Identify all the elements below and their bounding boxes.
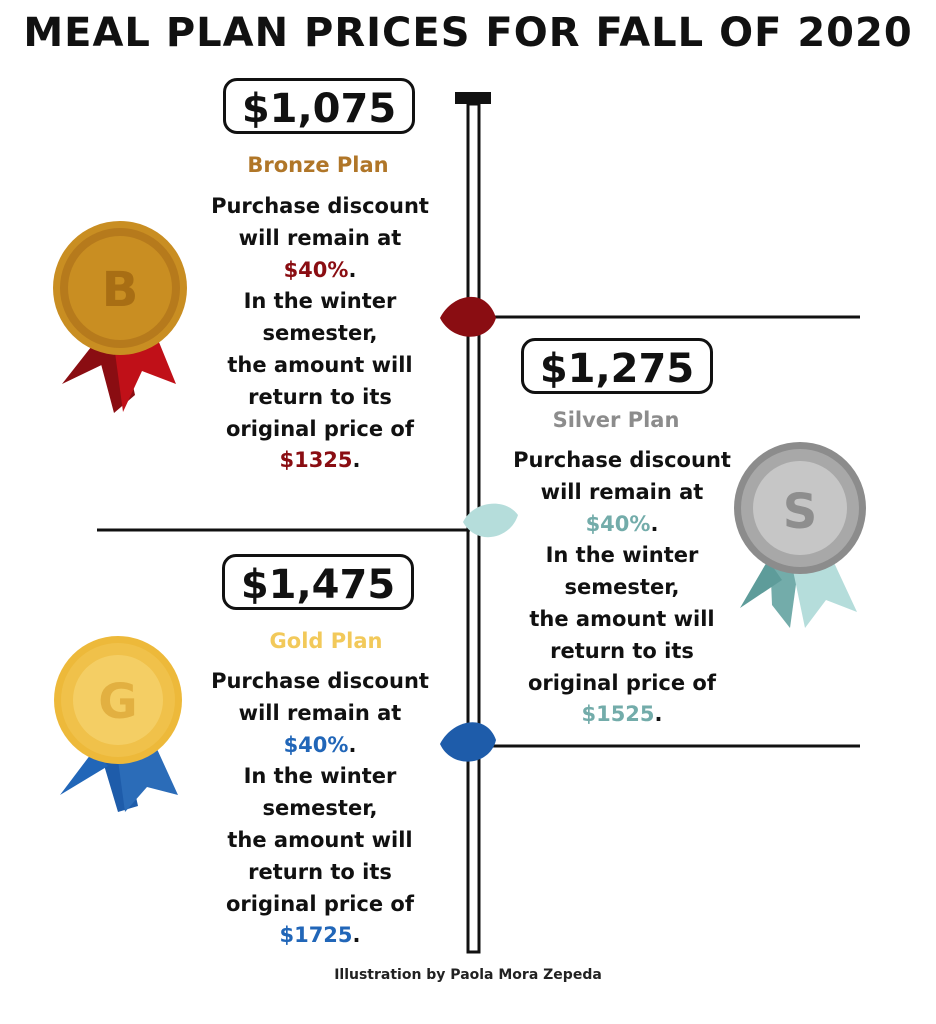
bronze-plan-name: Bronze Plan bbox=[247, 153, 389, 177]
bronze-medal-letter: B bbox=[101, 262, 139, 318]
gold-medal-letter: G bbox=[98, 674, 138, 730]
silver-plan-name: Silver Plan bbox=[552, 408, 680, 432]
desc-line: return to its bbox=[248, 384, 392, 409]
page-title: MEAL PLAN PRICES FOR FALL OF 2020 bbox=[23, 10, 913, 56]
silver-description bbox=[492, 445, 752, 731]
desc-line: original price of bbox=[226, 891, 414, 916]
illustration-credit: Illustration by Paola Mora Zepeda bbox=[334, 967, 602, 983]
silver-medal-letter: S bbox=[782, 484, 818, 540]
silver-original-price: $1525 bbox=[581, 702, 655, 727]
desc-line: the amount will bbox=[529, 606, 715, 631]
desc-line: Purchase discount bbox=[513, 448, 731, 472]
desc-line: semester, bbox=[564, 575, 680, 600]
desc-line: the amount will bbox=[227, 827, 413, 852]
desc-line: Purchase discount bbox=[211, 194, 429, 218]
desc-dot: . bbox=[348, 732, 357, 757]
desc-line: return to its bbox=[550, 638, 694, 663]
desc-line: return to its bbox=[248, 859, 392, 884]
desc-dot: . bbox=[348, 257, 357, 282]
bronze-price-box: $1,075 bbox=[223, 78, 415, 134]
desc-line: In the winter bbox=[545, 543, 699, 568]
gold-original-price: $1725 bbox=[279, 923, 353, 948]
desc-line: the amount will bbox=[227, 352, 413, 377]
bronze-description bbox=[190, 191, 450, 477]
bronze-discount: $40% bbox=[283, 257, 349, 282]
desc-line: original price of bbox=[226, 416, 414, 441]
desc-line: original price of bbox=[528, 670, 716, 695]
gold-description bbox=[190, 666, 450, 952]
timeline-cap bbox=[455, 92, 491, 104]
desc-line: will remain at bbox=[540, 479, 704, 504]
gold-medal-icon bbox=[54, 636, 182, 812]
desc-line: semester, bbox=[262, 321, 378, 346]
bronze-original-price: $1325 bbox=[279, 448, 353, 473]
desc-line: In the winter bbox=[243, 764, 397, 789]
desc-line: Purchase discount bbox=[211, 669, 429, 693]
silver-medal-icon bbox=[734, 442, 866, 628]
bronze-medal-icon bbox=[53, 221, 187, 413]
gold-plan-name: Gold Plan bbox=[269, 629, 383, 653]
gold-discount: $40% bbox=[283, 732, 349, 757]
desc-line: In the winter bbox=[243, 289, 397, 314]
silver-discount: $40% bbox=[585, 511, 651, 536]
silver-price-box: $1,275 bbox=[521, 338, 713, 394]
desc-dot: . bbox=[352, 448, 361, 473]
desc-dot: . bbox=[352, 923, 361, 948]
desc-dot: . bbox=[650, 511, 659, 536]
desc-dot: . bbox=[654, 702, 663, 727]
desc-line: will remain at bbox=[238, 700, 402, 725]
desc-line: semester, bbox=[262, 796, 378, 821]
gold-price-box: $1,475 bbox=[222, 554, 414, 610]
desc-line: will remain at bbox=[238, 225, 402, 250]
